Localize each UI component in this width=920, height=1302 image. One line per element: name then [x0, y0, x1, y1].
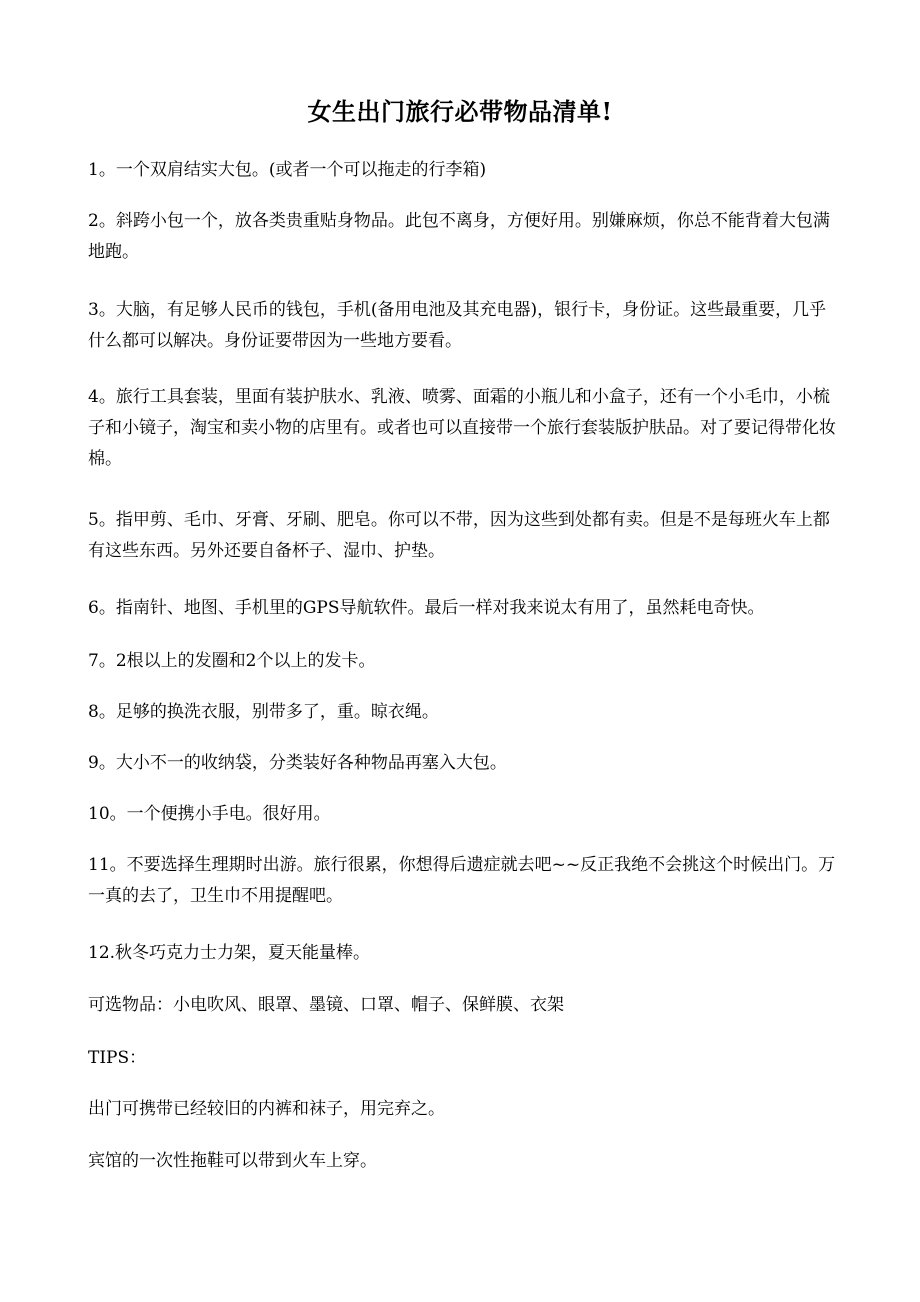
- list-item-5: 5。指甲剪、毛巾、牙膏、牙刷、肥皂。你可以不带，因为这些到处都有卖。但是不是每班火车上都有这些东西。另外还要自备杯子、湿巾、护垫。: [88, 510, 830, 561]
- list-item-11: 11。不要选择生理期时出游。旅行很累，你想得后遗症就去吧~~反正我绝不会挑这个时候出门。万一真的去了，卫生巾不用提醒吧。: [88, 855, 836, 906]
- list-item-4: 4。旅行工具套装，里面有装护肤水、乳液、喷雾、面霜的小瓶儿和小盒子，还有一个小毛巾，小梳子和小镜子，淘宝和卖小物的店里有。或者也可以直接带一个旅行套装版护肤品。对了要记得带化妆棉。: [88, 387, 836, 469]
- optional-items: 可选物品：小电吹风、眼罩、墨镜、口罩、帽子、保鲜膜、衣架: [88, 995, 564, 1015]
- list-item-6: 6。指南针、地图、手机里的GPS导航软件。最后一样对我来说太有用了，虽然耗电奇快。: [88, 598, 765, 618]
- list-item-10: 10。一个便携小手电。很好用。: [88, 804, 331, 824]
- list-item-9: 9。大小不一的收纳袋，分类装好各种物品再塞入大包。: [88, 753, 507, 773]
- page-title: 女生出门旅行必带物品清单!: [307, 97, 613, 126]
- list-item-7: 7。2根以上的发圈和2个以上的发卡。: [88, 651, 376, 671]
- list-item-2: 2。斜跨小包一个，放各类贵重贴身物品。此包不离身，方便好用。别嫌麻烦，你总不能背着大包满地跑。: [88, 211, 830, 262]
- list-item-8: 8。足够的换洗衣服，别带多了，重。晾衣绳。: [88, 702, 439, 722]
- list-item-1: 1。一个双肩结实大包。(或者一个可以拖走的行李箱): [88, 160, 487, 180]
- tips-heading: TIPS：: [88, 1048, 147, 1068]
- tip-item-2: 宾馆的一次性拖鞋可以带到火车上穿。: [88, 1151, 377, 1171]
- list-item-3: 3。大脑，有足够人民币的钱包，手机(备用电池及其充电器)，银行卡，身份证。这些最重要，几乎什么都可以解决。身份证要带因为一些地方要看。: [88, 300, 827, 351]
- list-item-12: 12.秋冬巧克力士力架，夏天能量棒。: [88, 943, 371, 963]
- tip-item-1: 出门可携带已经较旧的内裤和袜子，用完弃之。: [88, 1099, 445, 1119]
